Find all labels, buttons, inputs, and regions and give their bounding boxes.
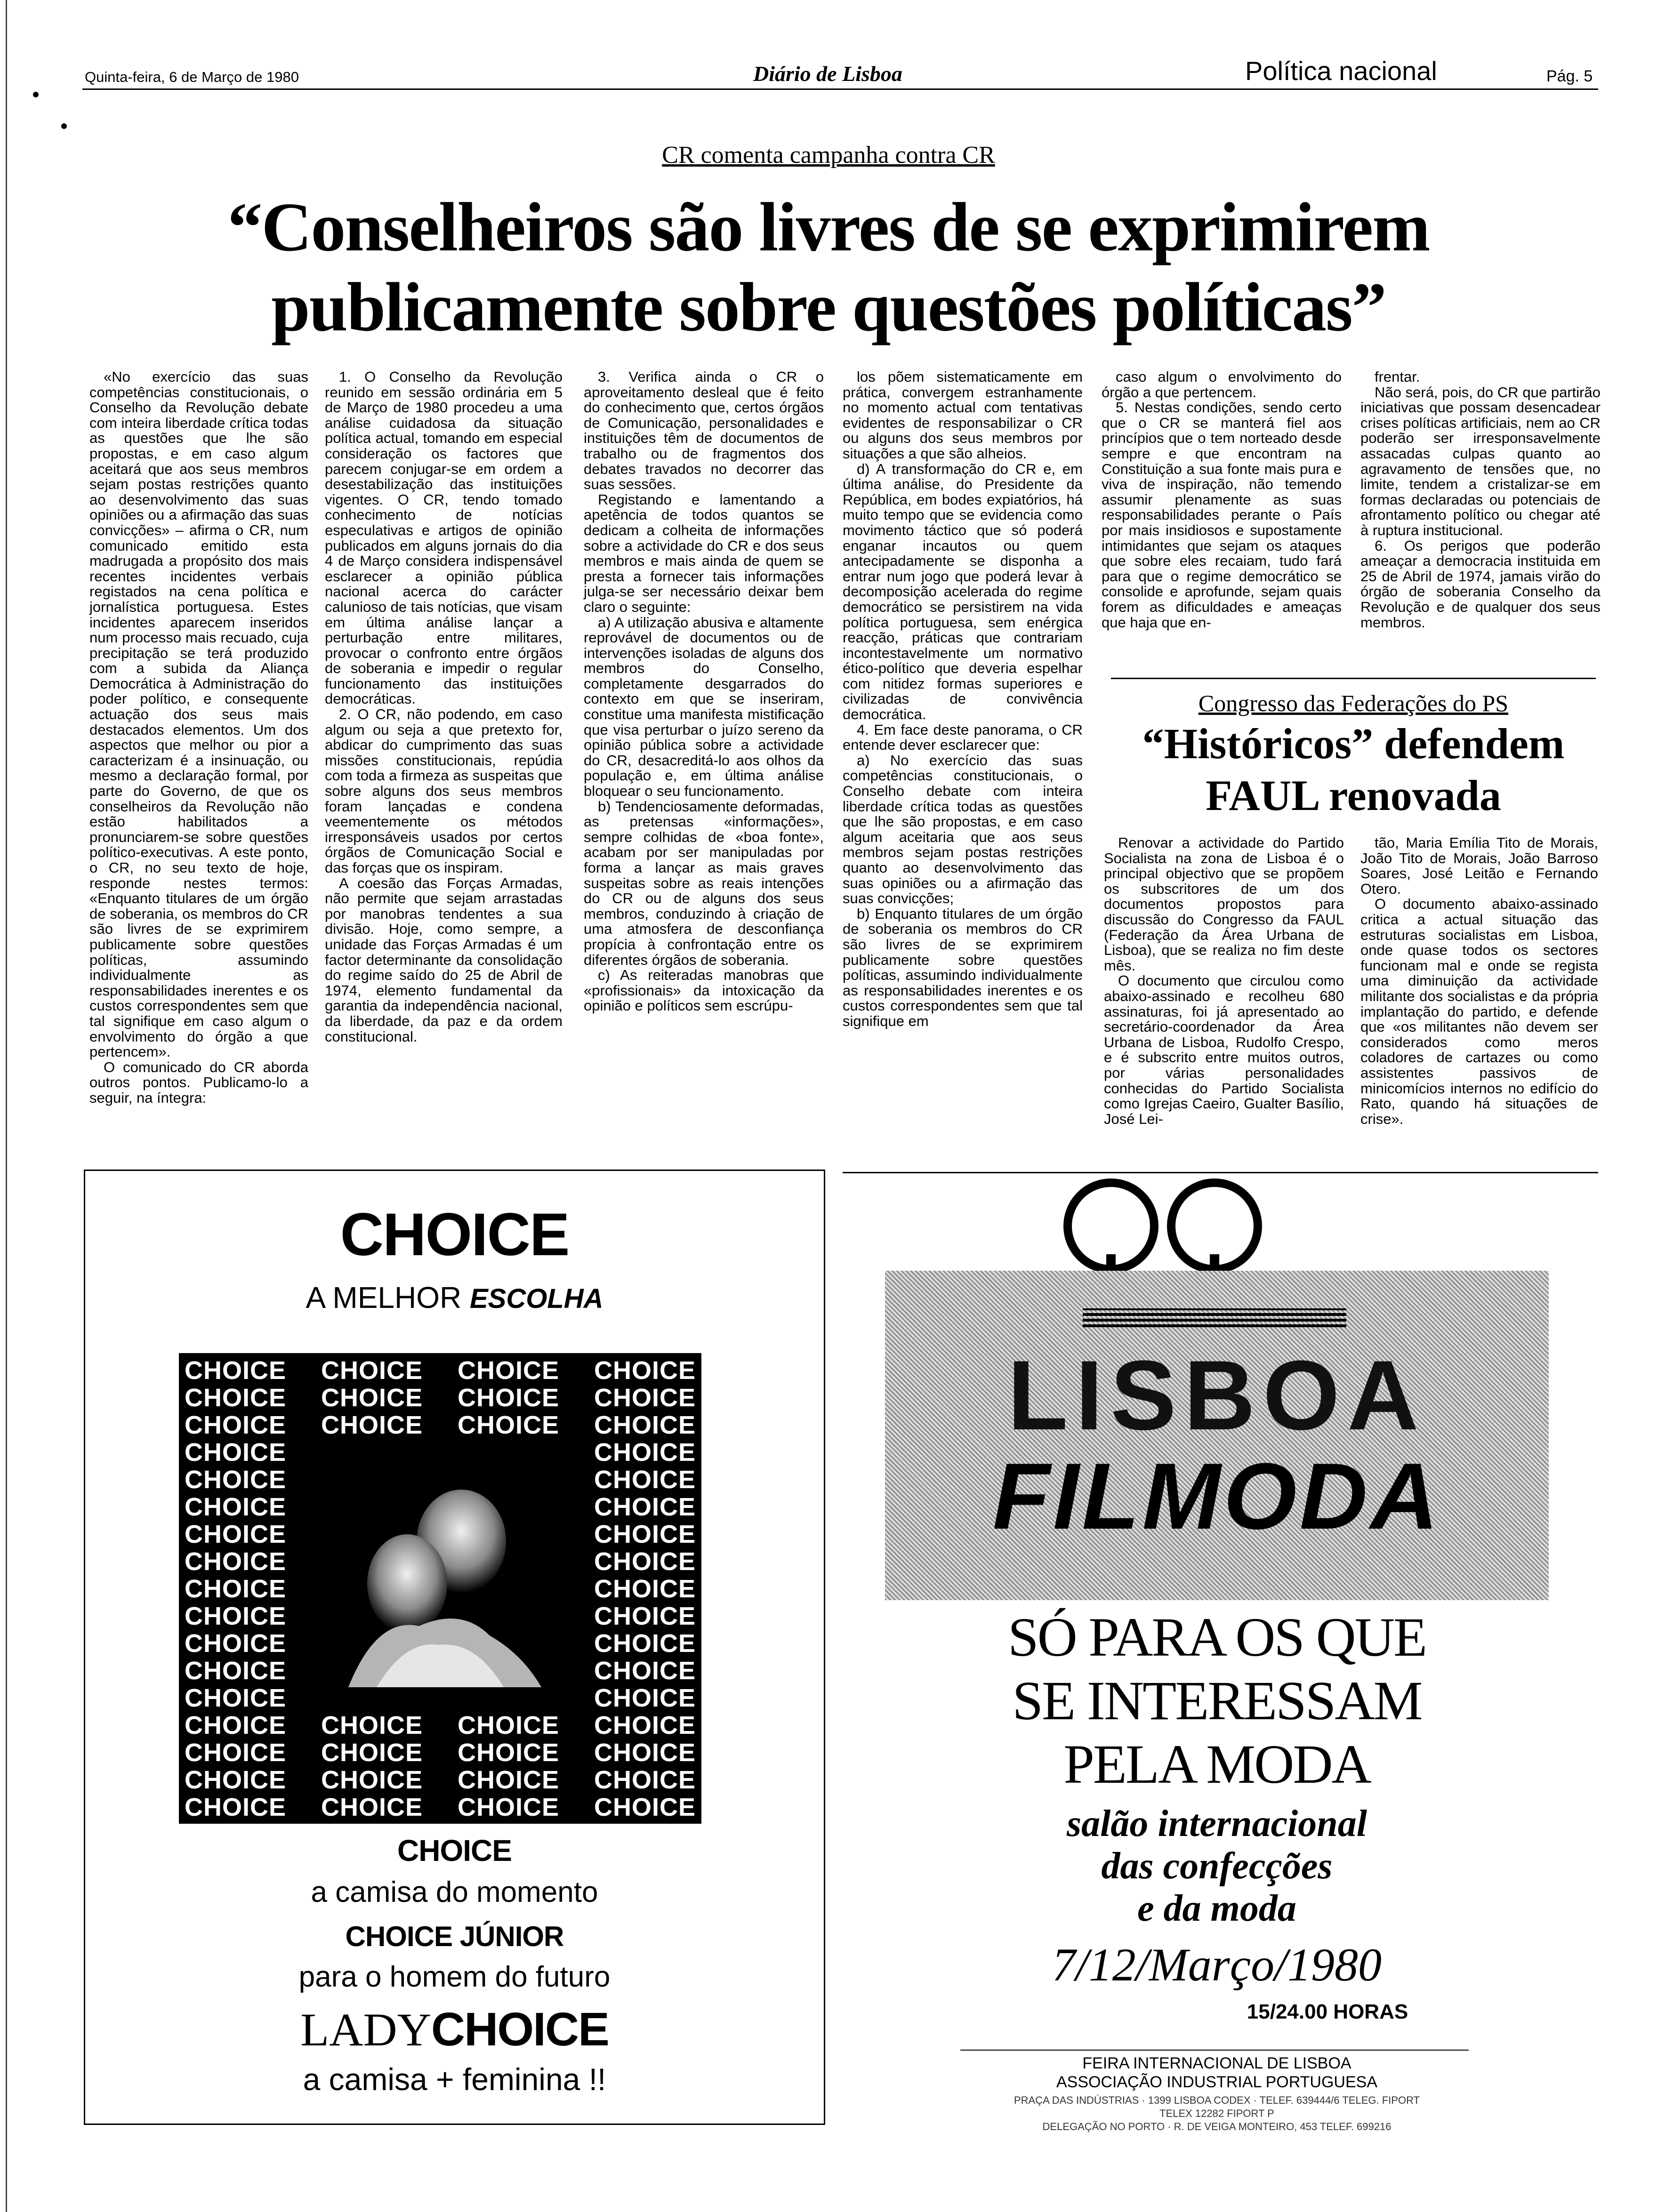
masthead-page-number: Pág. 5 — [1546, 67, 1593, 85]
article1-col1-para2: O comunicado do CR aborda outros pontos. Publicamo-lo a seguir, na íntegra: — [89, 1058, 308, 1106]
choice-grid-row — [185, 1384, 696, 1411]
choice-grid-word: CHOICE — [594, 1493, 696, 1521]
article1-col2-para1: 1. O Conselho da Revolução reunido em sessão ordinária em 5 de Março de 1980 procedeu a uma análise cuidadosa da situação política actual, tomando em especial consideração os factores que parecem conjugar-se em ordem a desestabilização das instituições vigentes. O CR, tendo tomado conhecimento de notícias especulativas e artigos de opinião publicados em alguns jornais do dia 4 de Março considera indispensável esclarecer a opinião pública nacional acerca do carácter calunioso de tais notícias, que visam em última análise lançar a perturbação entre militares, provocar o confronto entre órgãos de soberania e impedir o regular funcionamento das instituições democráticas. — [325, 369, 563, 707]
choice-ad-line5 — [84, 2003, 825, 2057]
filmoda-ad-hours: 15/24.00 HORAS — [1247, 2000, 1408, 2023]
article1-column-2 — [325, 369, 563, 1044]
filmoda-ad-address3: DELEGAÇÃO NO PORTO · R. DE VEIGA MONTEIRO, 453 TELEF. 699216 — [1042, 2121, 1392, 2132]
choice-ad-line4: para o homem do futuro — [298, 1961, 611, 1993]
filmoda-ad-rule — [960, 2050, 1469, 2051]
article1-col5-para2: 5. Nestas condições, sendo certo que o CR se manterá fiel aos princípios que o tem norteado desde sempre e que encontram na Constituição a sua fonte mais pura e viva de inspiração, não temendo assumir plenamente as suas responsabilidades perante o País por mais insidiosos e supostamente intimidantes que sejam os ataques que sobre eles recaiam, tudo fará para que o regime democrático se consolide e aprofunde, sejam quais forem as dificuldades e ameaças que haja que en- — [1102, 399, 1342, 631]
choice-grid-word: CHOICE — [594, 1466, 696, 1494]
article1-column-5 — [1102, 369, 1342, 630]
choice-grid-word: CHOICE — [321, 1793, 423, 1821]
choice-grid-word: CHOICE — [185, 1438, 287, 1467]
choice-grid-word: CHOICE — [185, 1711, 287, 1739]
choice-grid-word: CHOICE — [594, 1547, 696, 1576]
article1-col1-para1: «No exercício das suas competências constitucionais, o Conselho da Revolução debate com inteira liberdade crítica todas as questões que lhe são propostas, e em caso algum aceitará que aos seus membros sejam postas restrições quanto ao desenvolvimento das suas opiniões ou a afirmação das suas convicções» – afirma o CR, num comunicado emitido esta madrugada a propósito dos mais recentes incidentes verbais registados na cena política e jornalística portuguesa. Estes incidentes aparecem inseridos num processo mais recuado, cuja precipitação se terá produzido com a subida da Aliança Democrática à Administração do poder político, e consequente actuação dos seus mais destacados elementos. Um dos aspectos que melhor ou pior a caracterizam é a insinuação, ou mesmo a declaração formal, por parte do Governo, de que os conselheiros da Revolução não estão habilitados a pronunciarem-se sobre questões político-executivas. A este ponto, o CR, no seu texto de hoje, responde nestes termos: «Enquanto titulares de um órgão de soberania, os membros do CR são livres de se exprimirem publicamente sobre questões políticas, assumindo individualmente as responsabilidades inerentes e os custos correspondentes sem que tal signifique em caso algum o envolvimento do órgão a que pertencem». — [89, 369, 308, 1060]
article2-col2-para1: tão, Maria Emília Tito de Morais, João Tito de Morais, João Barroso Soares, José Leitão e Fernando Otero. — [1360, 834, 1598, 897]
article-bottom-rule-right — [843, 1172, 1598, 1173]
choice-ad-line1: CHOICE — [397, 1834, 512, 1867]
choice-grid-word: CHOICE — [457, 1356, 559, 1385]
choice-grid-word: CHOICE — [457, 1711, 559, 1739]
filmoda-ad-slogan1: SÓ PARA OS QUE — [1007, 1606, 1426, 1668]
choice-grid-word: CHOICE — [594, 1766, 696, 1794]
choice-grid-row — [185, 1684, 696, 1712]
filmoda-ad-logo-bottom: FILMODA — [992, 1444, 1441, 1549]
article1-col3-para1: 3. Verifica ainda o CR o aproveitamento desleal que é feito do conhecimento que, certos órgãos de Comunicação, personalidades e instituições têm de documentos de trabalho ou de fragmentos dos debates travados no decorrer das suas sessões. — [584, 369, 824, 493]
choice-grid-word: CHOICE — [185, 1684, 287, 1712]
choice-grid-word: CHOICE — [185, 1520, 287, 1548]
choice-grid-word: CHOICE — [594, 1793, 696, 1821]
article1-col3-para3: a) A utilização abusiva e altamente reprovável de documentos ou de intervenções isoladas de alguns dos membros do Conselho, completamente desgarrados do contexto em que se inseriram, constitue uma manifesta mistificação que visa perturbar o juízo sereno da opinião pública sobre a actividade do CR, desacreditá-lo aos olhos da população e, em última análise bloquear o seu funcionamento. — [584, 614, 824, 800]
choice-grid-row — [185, 1766, 696, 1794]
choice-grid-word: CHOICE — [321, 1711, 423, 1739]
choice-ad-line6: a camisa + feminina !! — [303, 2062, 606, 2097]
article2-col1-para2: O documento que circulou como abaixo-assinado e recolheu 680 assinaturas, foi já apresentado ao secretário-coordenador da Área Urbana de Lisboa, Rudolfo Crespo, e é subscrito entre muitos outros, por várias personalidades conhecidas do Partido Socialista como Igrejas Caeiro, Gualter Basílio, José Lei- — [1104, 972, 1344, 1127]
filmoda-ad-dates: 7/12/Março/1980 — [1052, 1939, 1382, 1991]
choice-ad-grid — [179, 1353, 701, 1824]
filmoda-ad-slogan3: PELA MODA — [1063, 1733, 1370, 1795]
choice-grid-row — [185, 1357, 696, 1384]
choice-grid-word: CHOICE — [594, 1520, 696, 1548]
choice-grid-word: CHOICE — [457, 1739, 559, 1767]
choice-grid-row — [185, 1739, 696, 1766]
choice-grid-word: CHOICE — [185, 1602, 287, 1630]
choice-grid-word: CHOICE — [594, 1575, 696, 1603]
choice-grid-word: CHOICE — [594, 1602, 696, 1630]
article1-col4-para4: a) No exercício das suas competências constitucionais, o Conselho debate com inteira liberdade crítica todas as questões que lhe são propostas, e em caso algum aceitaria que aos seus membros sejam postas restrições quanto ao desenvolvimento das suas opiniões ou a afirmação das suas convicções; — [843, 752, 1083, 907]
article1-col2-para2: 2. O CR, não podendo, em caso algum ou seja a que pretexto for, abdicar do cumprimento das suas missões constitucionais, repúdia com toda a firmeza as suspeitas que sobre alguns dos seus membros foram lançadas e condena veementemente os métodos irresponsáveis usados por certos órgãos de Comunicação Social e das forças que os inspiram. — [325, 706, 563, 876]
choice-grid-word: CHOICE — [457, 1411, 559, 1439]
filmoda-ad-address2: TELEX 12282 FIPORT P — [1159, 2108, 1274, 2119]
choice-grid-row — [185, 1712, 696, 1739]
choice-grid-word: CHOICE — [321, 1384, 423, 1412]
choice-grid-word: CHOICE — [185, 1739, 287, 1767]
choice-ad-line3: CHOICE JÚNIOR — [345, 1921, 564, 1952]
article1-column-3 — [584, 369, 824, 1014]
left-edge-rule — [6, 0, 7, 2212]
masthead-date: Quinta-feira, 6 de Março de 1980 — [85, 69, 299, 85]
choice-grid-word: CHOICE — [185, 1657, 287, 1685]
filmoda-ad-logo-top: LISBOA — [1007, 1340, 1426, 1451]
article2-headline-line2: FAUL renovada — [1206, 771, 1501, 819]
choice-grid-row — [185, 1439, 696, 1466]
article1-col3-para5: c) As reiteradas manobras que «profissionais» da intoxicação da opinião e políticos sem escrúpu- — [584, 967, 824, 1014]
margin-mark — [61, 123, 67, 129]
choice-ad-brand: CHOICE — [340, 1201, 569, 1268]
margin-mark — [33, 92, 39, 97]
choice-grid-word: CHOICE — [185, 1575, 287, 1603]
article1-column-6 — [1360, 369, 1601, 630]
choice-grid-word: CHOICE — [185, 1384, 287, 1412]
article1-col6-para3: 6. Os perigos que poderão ameaçar a democracia instituida em 25 de Abril de 1974, jamais virão do órgão de soberania Conselho da Revolução e de qualquer dos seus membros. — [1360, 537, 1601, 631]
choice-grid-word: CHOICE — [185, 1793, 287, 1821]
article1-column-4 — [843, 369, 1083, 1029]
choice-grid-word: CHOICE — [185, 1547, 287, 1576]
filmoda-ad-address1: PRAÇA DAS INDÚSTRIAS · 1399 LISBOA CODEX · TELEF. 639444/6 TELEG. FIPORT — [1014, 2094, 1420, 2106]
choice-grid-word: CHOICE — [321, 1356, 423, 1385]
choice-grid-word: CHOICE — [594, 1739, 696, 1767]
choice-grid-word: CHOICE — [457, 1384, 559, 1412]
choice-grid-word: CHOICE — [321, 1766, 423, 1794]
choice-grid-word: CHOICE — [594, 1629, 696, 1658]
article1-kicker: CR comenta campanha contra CR — [662, 142, 995, 168]
article1-column-1 — [89, 369, 308, 1106]
choice-grid-word: CHOICE — [321, 1411, 423, 1439]
choice-grid-word: CHOICE — [185, 1411, 287, 1439]
choice-grid-word: CHOICE — [185, 1493, 287, 1521]
article1-col4-para2: d) A transformação do CR e, em última análise, do Presidente da República, em bodes expiatórios, há muito tempo que se evidencia como movimento táctico que só poderá enganar incautos ou quem antecipadamente se disponha a entrar num jogo que poderá levar à decomposição acelerada do regime democrático se persistirem na vida política portuguesa, sem enérgica reacção, práticas que contrariam incontestavelmente um normativo ético-político que deveria espelhar com nitidez formas superiores e civilizadas de convivência democrática. — [843, 460, 1083, 723]
choice-grid-row — [185, 1411, 696, 1439]
choice-grid-word: CHOICE — [594, 1684, 696, 1712]
article1-col6-para2: Não será, pois, do CR que partirão iniciativas que possam desencadear crises políticas artificiais, nem ao CR poderão ser irresponsavelmente assacadas culpas quanto ao agravamento de tensões que, no limite, tendem a cristalizar-se em formas declaradas ou potenciais de afrontamento político ou chegar até à ruptura institucional. — [1360, 384, 1601, 538]
article1-headline-line1: “Conselheiros são livres de se exprimirem — [227, 189, 1430, 266]
article2-col2-para2: O documento abaixo-assinado critica a actual situação das estruturas socialistas em Lisboa, onde quase todos os sectores funcionam mal e onde se regista uma diminuição da actividade militante dos socialistas e da própria implantação do partido, e defende que «os militantes não devem ser considerados como meros coladores de cartazes ou como assistentes passivos de minicomícios internos no edifício do Rato, quando há situações de crise». — [1360, 896, 1598, 1127]
choice-ad-tagline-a: A MELHOR — [306, 1281, 462, 1314]
article1-headline-line2: publicamente sobre questões políticas” — [271, 269, 1386, 346]
choice-grid-word: CHOICE — [457, 1766, 559, 1794]
choice-grid-word: CHOICE — [457, 1793, 559, 1821]
article1-col6-para1: frentar. — [1375, 369, 1420, 385]
choice-grid-word: CHOICE — [594, 1711, 696, 1739]
article2-top-rule — [1111, 678, 1596, 679]
filmoda-ad-event1: salão internacional — [1067, 1803, 1367, 1844]
filmoda-ad-event2: das confecções — [1101, 1845, 1333, 1887]
article1-col4-para5: b) Enquanto titulares de um órgão de soberania os membros do CR são livres de se exprimirem publicamente sobre questões políticas, assumindo individualmente as responsabilidades inerentes e os custos correspondentes sem que tal signifique em — [843, 905, 1083, 1029]
article1-col5-para1: caso algum o envolvimento do órgão a que pertencem. — [1102, 369, 1342, 401]
filmoda-ad-org2: ASSOCIAÇÃO INDUSTRIAL PORTUGUESA — [1056, 2073, 1378, 2091]
filmoda-ad-stripes — [1083, 1308, 1346, 1327]
article1-col4-para1: los põem sistematicamente em prática, convergem estranhamente no momento actual com tentativas evidentes de responsabilizar o CR ou alguns dos seus membros por situações a que são alheios. — [843, 369, 1083, 462]
choice-grid-word: CHOICE — [594, 1657, 696, 1685]
article2-column-2 — [1360, 835, 1598, 1127]
masthead-paper-title: Diário de Lisboa — [753, 62, 902, 86]
choice-grid-word: CHOICE — [594, 1384, 696, 1412]
choice-ad-photo — [320, 1485, 546, 1687]
filmoda-ad-org1: FEIRA INTERNACIONAL DE LISBOA — [1082, 2054, 1351, 2072]
choice-ad-tagline — [84, 1280, 825, 1315]
article1-col3-para2: Registando e lamentando a apetência de todos quantos se dedicam a colheita de informações sobre a actividade do CR e dos seus membros e mais ainda de quem se presta a fornecer tais informações julga-se ser necessário deixar bem claro o seguinte: — [584, 491, 824, 615]
masthead-section: Política nacional — [1245, 56, 1437, 86]
choice-grid-word: CHOICE — [185, 1629, 287, 1658]
choice-grid-word: CHOICE — [594, 1356, 696, 1385]
choice-grid-word: CHOICE — [594, 1411, 696, 1439]
article2-column-1 — [1104, 835, 1344, 1127]
choice-grid-word: CHOICE — [185, 1356, 287, 1385]
filmoda-ad-slogan2: SE INTERESSAM — [1012, 1670, 1422, 1731]
choice-ad-lady-choice: CHOICE — [431, 2003, 609, 2056]
article1-col4-para3: 4. Em face deste panorama, o CR entende dever esclarecer que: — [843, 721, 1083, 753]
choice-grid-word: CHOICE — [321, 1739, 423, 1767]
choice-grid-word: CHOICE — [594, 1438, 696, 1467]
article1-col3-para4: b) Tendenciosamente deformadas, as pretensas «informações», sempre colhidas de «boa fonte», acabam por ser manipuladas por forma a lançar as mais graves suspeitas sobre as reais intenções do CR ou de alguns dos seus membros, conduzindo à criação de uma atmosfera de desconfiança propícia à confrontação entre os diferentes órgãos de soberania. — [584, 798, 824, 968]
article2-headline-line1: “Históricos” defendem — [1142, 720, 1565, 768]
choice-ad-tagline-b: ESCOLHA — [469, 1283, 603, 1314]
choice-grid-word: CHOICE — [185, 1466, 287, 1494]
choice-grid-row — [185, 1794, 696, 1821]
filmoda-ad-event3: e da moda — [1137, 1888, 1296, 1929]
article2-kicker: Congresso das Federações do PS — [1198, 690, 1509, 716]
article1-col2-para3: A coesão das Forças Armadas, não permite que sejam arrastadas por manobras tendentes a sua divisão. Hoje, como sempre, a unidade das Forças Armadas é um factor determinante da consolidação do regime saído do 25 de Abril de 1974, elemento fundamental da garantia da independência nacional, da liberdade, da paz e da ordem constitucional. — [325, 874, 563, 1045]
masthead-rule — [82, 88, 1598, 90]
article2-col1-para1: Renovar a actividade do Partido Socialista na zona de Lisboa é o principal objectivo que se propõem os subscritores de um dos documentos propostos para discussão do Congresso da FAUL (Federação da Área Urbana de Lisboa), que se realiza no fim deste mês. — [1104, 834, 1344, 974]
choice-ad-lady: LADY — [300, 2004, 431, 2056]
choice-ad-line2: a camisa do momento — [311, 1876, 598, 1908]
choice-grid-word: CHOICE — [185, 1766, 287, 1794]
